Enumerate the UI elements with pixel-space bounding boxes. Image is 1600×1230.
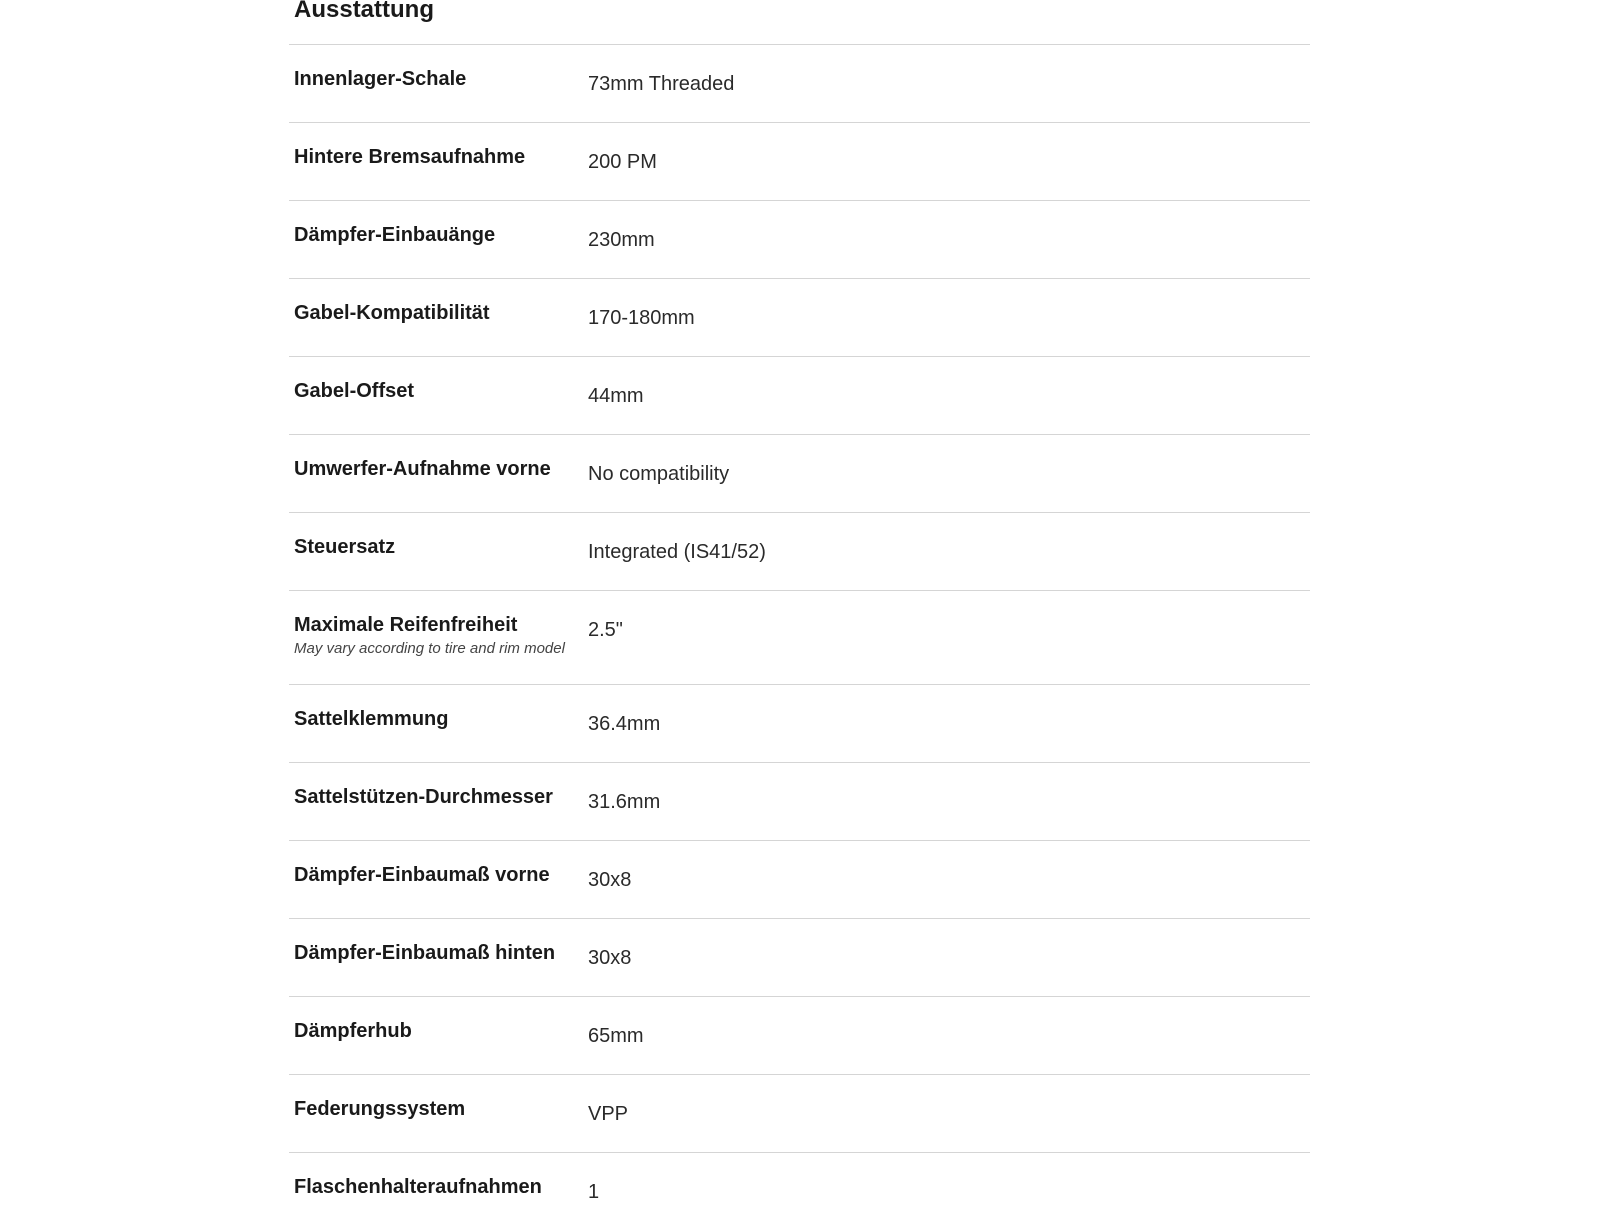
spec-value: 44mm (588, 385, 644, 407)
spec-row-federungssystem (289, 1075, 1310, 1153)
spec-note: May vary according to tire and rim model (294, 640, 565, 657)
spec-label: Dämpfer-Einbaumaß hinten (294, 942, 556, 964)
spec-value: 36.4mm (588, 713, 661, 735)
spec-value: 30x8 (588, 947, 632, 969)
spec-value: Integrated (IS41/52) (588, 541, 766, 563)
spec-value: 31.6mm (588, 791, 661, 813)
spec-label: Flaschenhalteraufnahmen (294, 1176, 542, 1198)
spec-label: Innenlager-Schale (294, 68, 467, 90)
spec-row-daempfer-einbaumass-vorne (289, 841, 1310, 919)
spec-label: Dämpfer-Einbaumaß vorne (294, 864, 550, 886)
spec-row-innenlager-schale (289, 45, 1310, 123)
spec-value: 200 PM (588, 151, 657, 173)
spec-row-steuersatz (289, 513, 1310, 591)
spec-label: Maximale Reifenfreiheit (294, 614, 518, 636)
spec-row-daempferhub (289, 997, 1310, 1075)
spec-value: 65mm (588, 1025, 644, 1047)
spec-label: Umwerfer-Aufnahme vorne (294, 458, 551, 480)
section-title: Ausstattung (294, 0, 434, 23)
spec-label: Gabel-Kompatibilität (294, 302, 490, 324)
spec-row-daempfer-einbaulaenge (289, 201, 1310, 279)
spec-list (289, 44, 1310, 1230)
spec-row-daempfer-einbaumass-hinten (289, 919, 1310, 997)
spec-value: 73mm Threaded (588, 73, 735, 95)
spec-label: Sattelstützen-Durchmesser (294, 786, 553, 808)
spec-label: Gabel-Offset (294, 380, 415, 402)
spec-label: Federungssystem (294, 1098, 466, 1120)
spec-value: 170-180mm (588, 307, 695, 329)
spec-value: 2.5" (588, 619, 623, 641)
spec-label: Steuersatz (294, 536, 396, 558)
spec-label: Hintere Bremsaufnahme (294, 146, 526, 168)
spec-row-gabel-kompatibilitaet (289, 279, 1310, 357)
spec-row-sattelklemmung (289, 685, 1310, 763)
spec-value: 230mm (588, 229, 655, 251)
spec-value: No compatibility (588, 463, 730, 485)
spec-value: 1 (588, 1181, 600, 1203)
spec-row-hintere-bremsaufnahme (289, 123, 1310, 201)
spec-row-flaschenhalteraufnahmen (289, 1153, 1310, 1230)
spec-label: Dämpferhub (294, 1020, 412, 1042)
spec-label: Dämpfer-Einbauänge (294, 224, 496, 246)
spec-row-sattelstuetzen-durchmesser (289, 763, 1310, 841)
spec-value: 30x8 (588, 869, 632, 891)
spec-label: Sattelklemmung (294, 708, 449, 730)
spec-value: VPP (588, 1103, 629, 1125)
spec-row-umwerfer-aufnahme (289, 435, 1310, 513)
spec-row-gabel-offset (289, 357, 1310, 435)
spec-row-reifenfreiheit (289, 591, 1310, 685)
